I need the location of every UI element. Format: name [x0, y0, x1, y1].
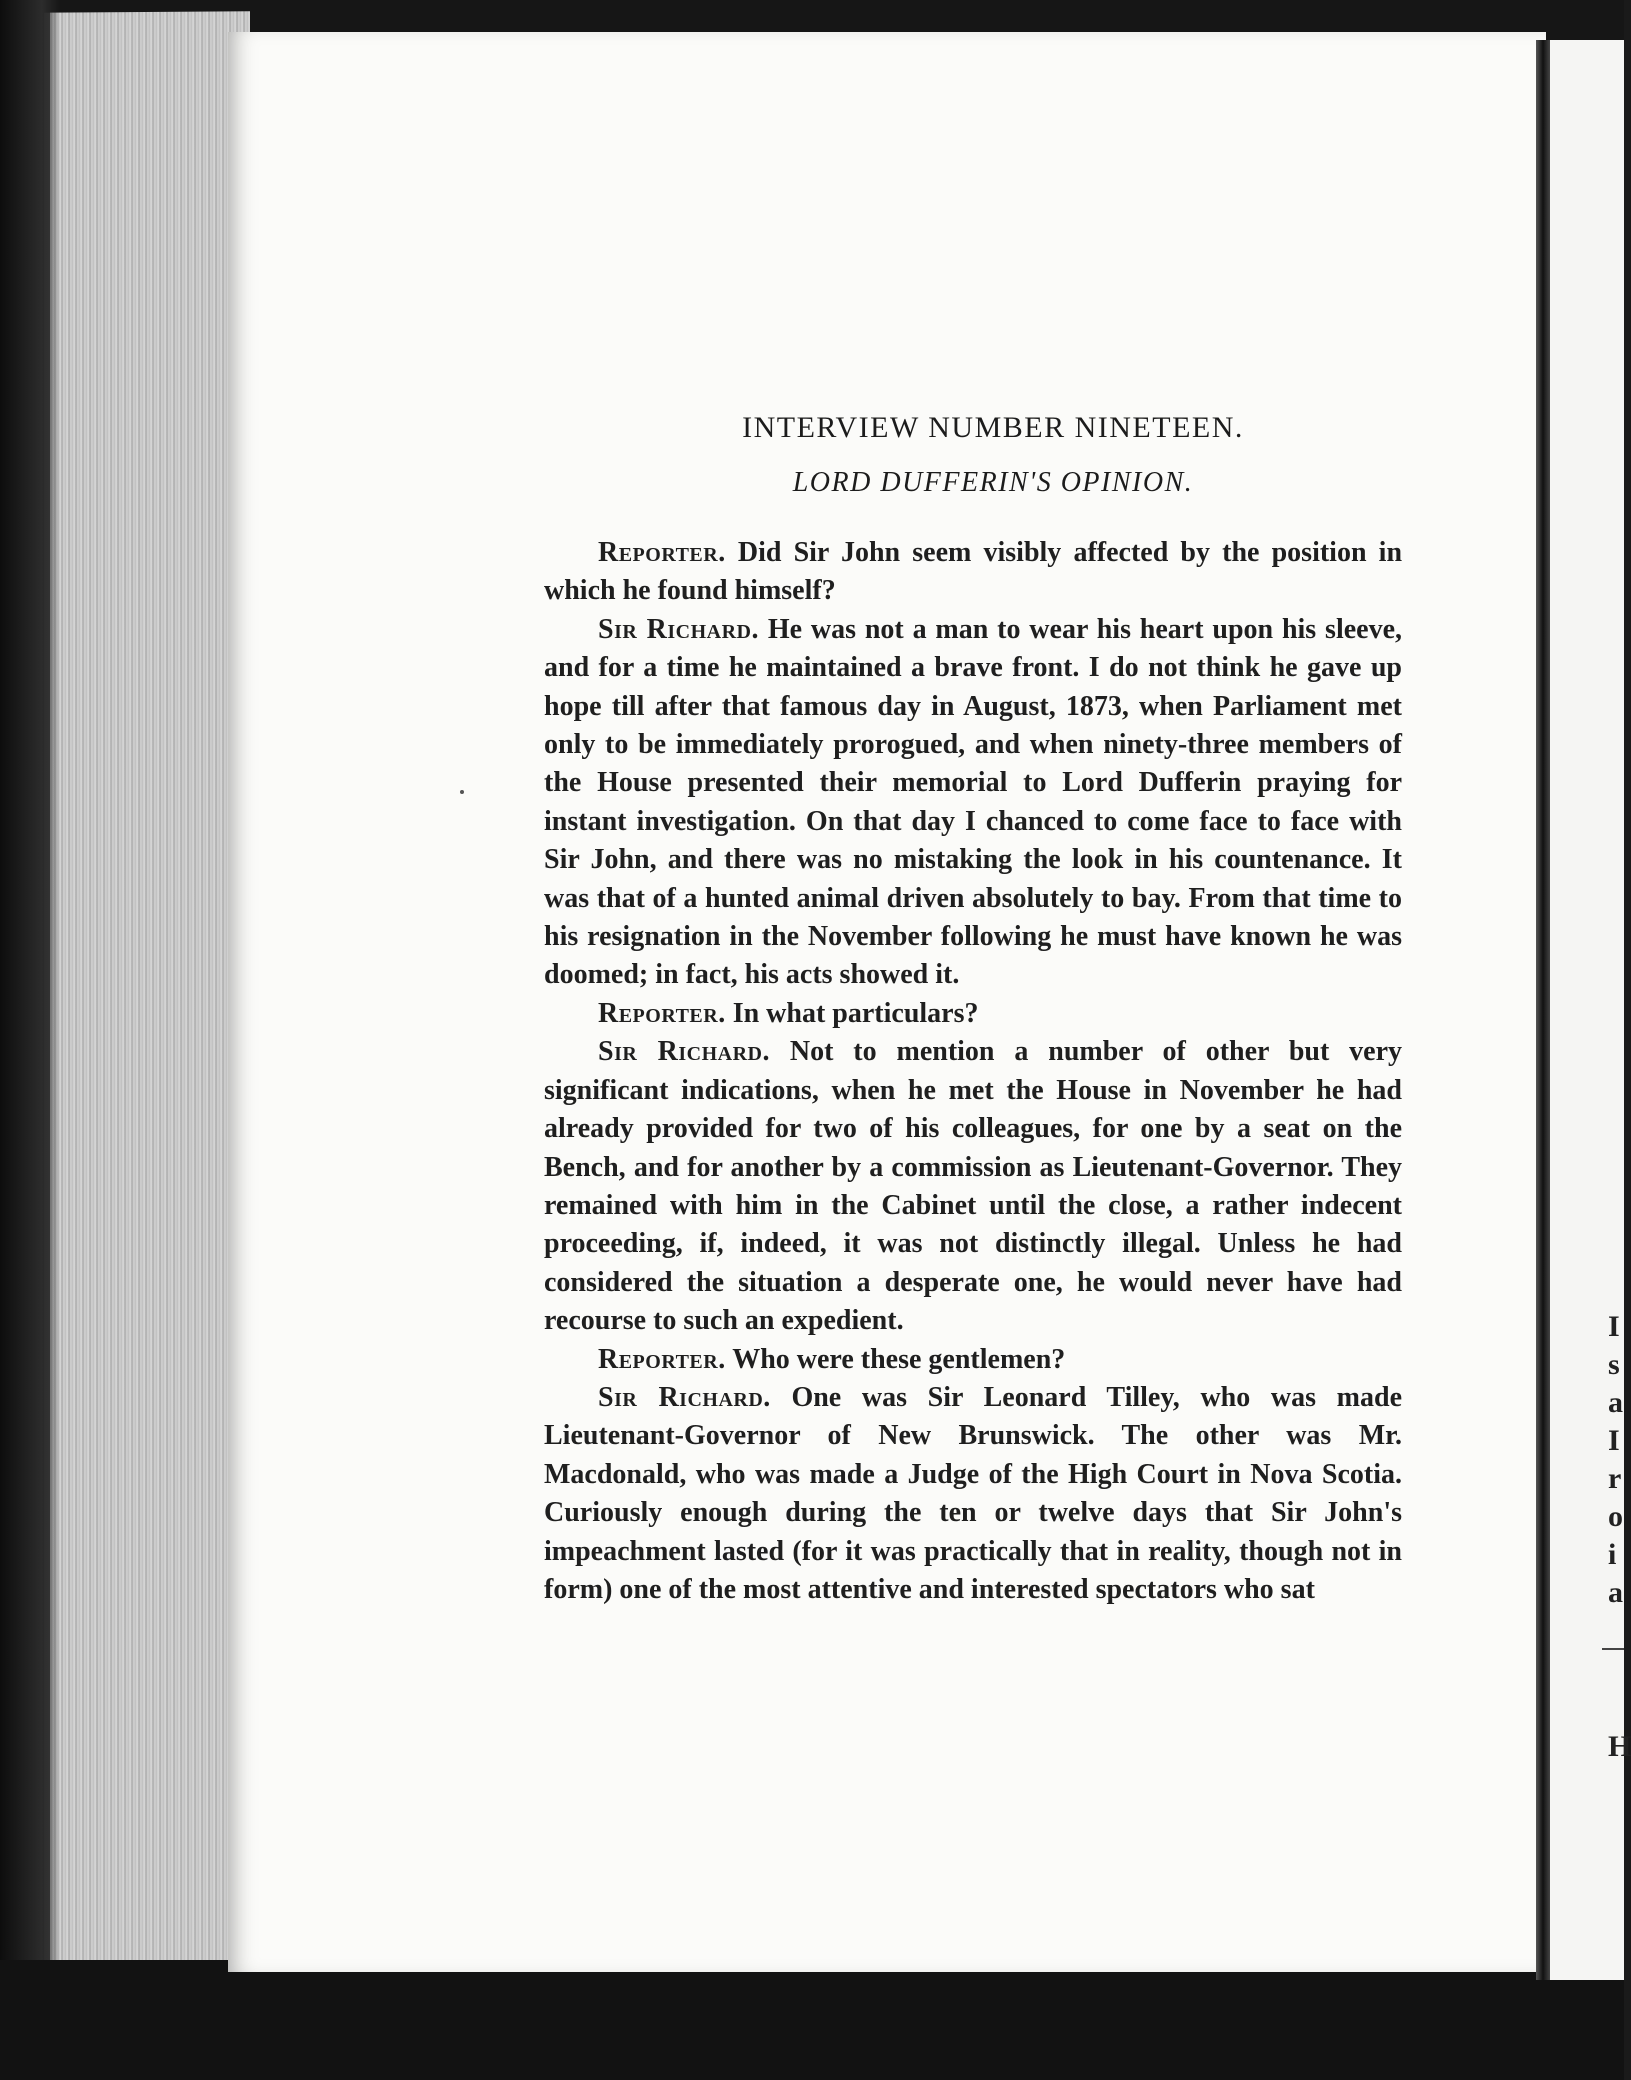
chapter-subheading: LORD DUFFERIN'S OPINION. [792, 467, 1194, 498]
speaker-name: Reporter. [598, 1343, 726, 1375]
dialogue-paragraph [544, 611, 1402, 995]
speaker-name: Sir Richard. [598, 613, 759, 645]
dialogue-text: One was Sir Leonard Tilley, who was made Lieutenant-Governor of New Brunswick. The other was Mr. Macdonald, who was made a Judge of the High Court in Nova Scotia. Curiously enough during the ten or twelve days that Sir John's impeachment lasted (for it was practically that in reality, though not in form) one of the most attentive and interested spectators who sat [544, 1381, 1402, 1605]
facing-page-letter: r [1608, 1462, 1622, 1495]
book-gutter [1536, 40, 1550, 1980]
dialogue-paragraph [544, 995, 1402, 1033]
facing-page-letter: I [1608, 1424, 1620, 1457]
facing-page-letter: s [1608, 1348, 1620, 1381]
dialogue-text: Who were these gentlemen? [732, 1343, 1066, 1375]
dialogue-paragraph [544, 1033, 1402, 1340]
page-speck [460, 790, 464, 794]
page-block-edges [44, 11, 250, 1972]
dialogue-text: Not to mention a number of other but very significant indications, when he met the House in November he had already provided for two of his colleagues, for one by a seat on the Bench, and for another by a commission as Lieutenant-Governor. They remained with him in the Cabinet until the close, a rather indecent proceeding, if, indeed, it was not distinctly illegal. Unless he had considered the situation a desperate one, he would never have had recourse to such an expedient. [544, 1036, 1403, 1337]
scan-backdrop [0, 1960, 1624, 2080]
dialogue-text: In what particulars? [732, 997, 979, 1029]
speaker-name: Reporter. [598, 997, 726, 1029]
facing-page-letter: o [1608, 1500, 1623, 1533]
facing-page-letter: H [1608, 1730, 1631, 1763]
facing-page-letter: I [1608, 1310, 1620, 1343]
dialogue-text: He was not a man to wear his heart upon his sleeve, and for a time he maintained a brave front. I do not think he gave up hope till after that famous day in August, 1873, when Parliament met only to be immediately prorogued, and when ninety-three members of the House presented their memorial to Lord Dufferin praying for instant investigation. On that day I chanced to come face to face with Sir John, and there was no mistaking the look in his countenance. It was that of a hunted animal driven absolutely to bay. From that time to his resignation in the November following he must have known he was doomed; in fact, his acts showed it. [544, 613, 1403, 991]
dialogue-paragraph [544, 1341, 1402, 1379]
binding-shadow [0, 0, 60, 2080]
facing-page-letter: i [1608, 1538, 1617, 1571]
facing-page-rule [1602, 1648, 1624, 1650]
speaker-name: Reporter. [598, 537, 726, 568]
speaker-name: Sir Richard. [598, 1381, 771, 1413]
chapter-heading: INTERVIEW NUMBER NINETEEN. [742, 411, 1244, 444]
page-text [544, 408, 1402, 1609]
facing-page-letter: a [1608, 1576, 1623, 1609]
facing-page-letter: a [1608, 1386, 1623, 1419]
right-page-edge [1550, 40, 1631, 1980]
dialogue-paragraph [544, 534, 1402, 611]
dialogue-text: Did Sir John seem visibly affected by the position in which he found himself? [544, 537, 1403, 607]
speaker-name: Sir Richard. [598, 1036, 771, 1068]
dialogue-paragraph [544, 1379, 1402, 1609]
